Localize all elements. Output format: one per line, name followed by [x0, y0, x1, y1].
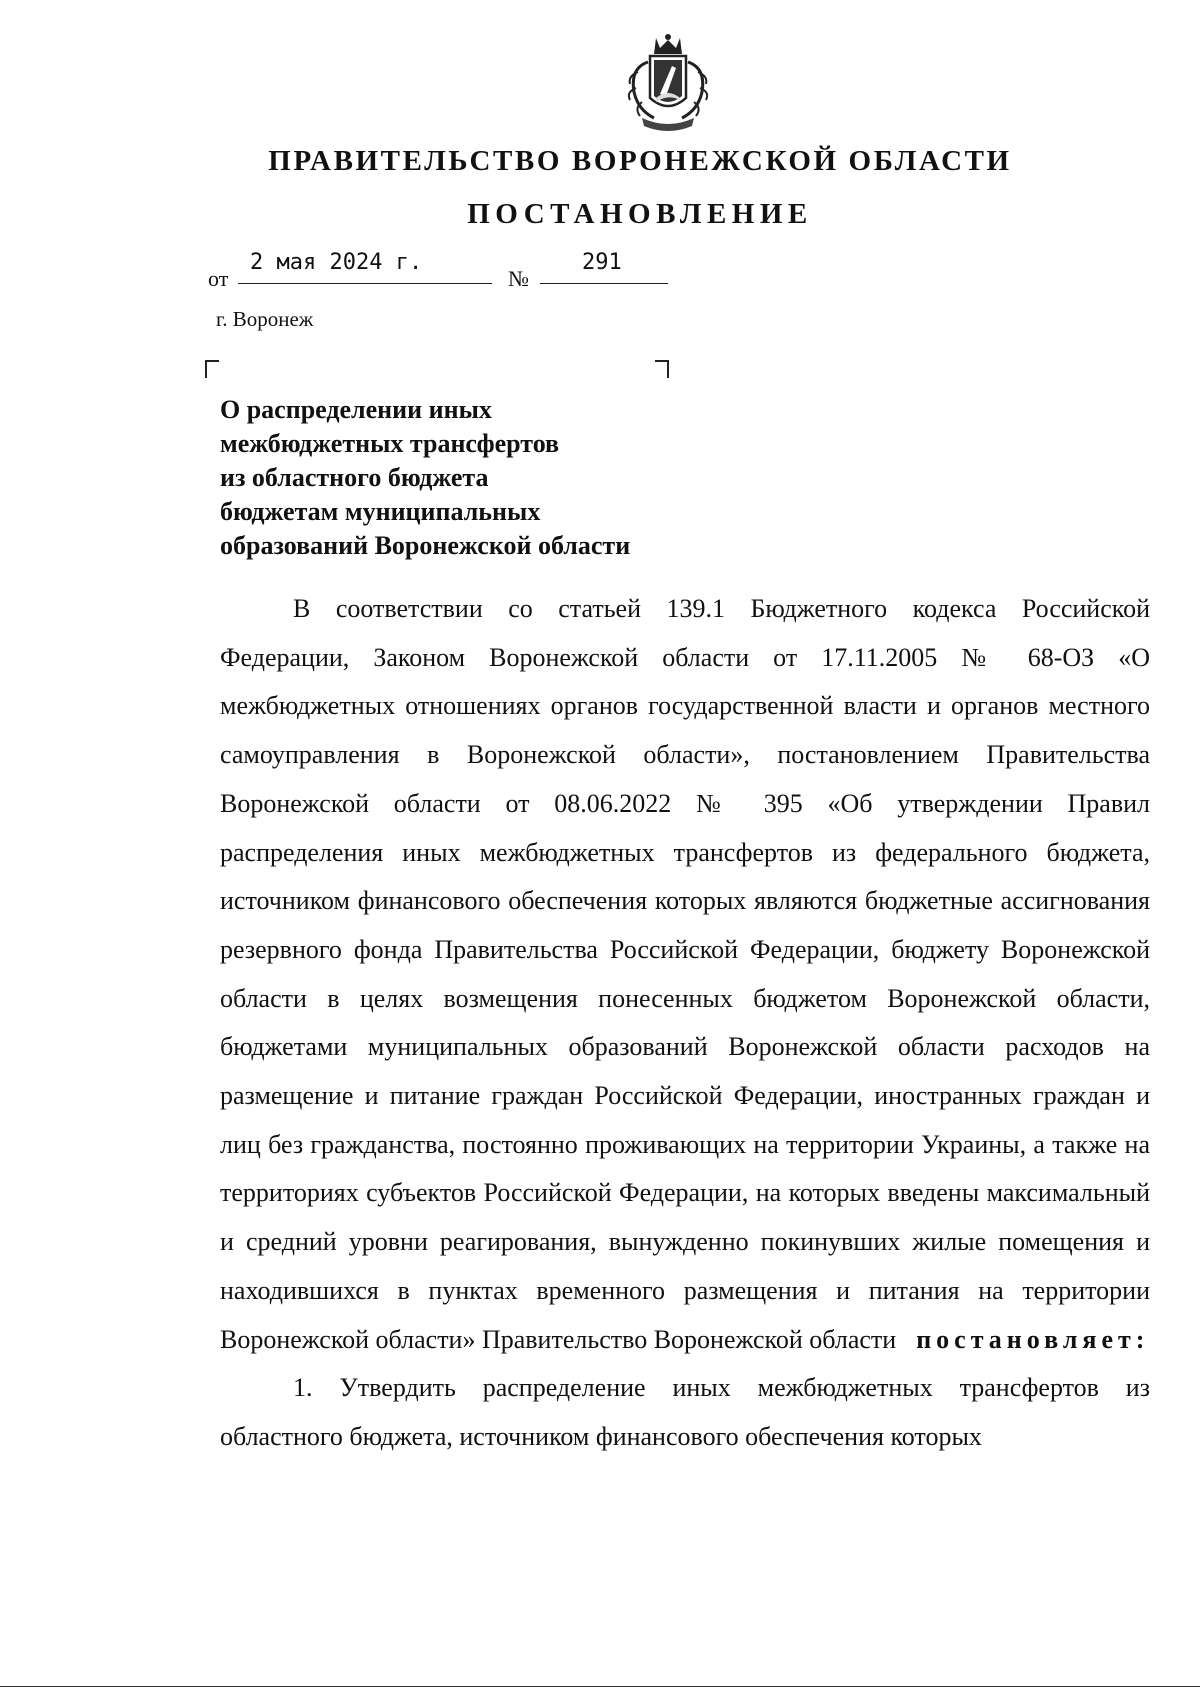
preamble-text: В соответствии со статьей 139.1 Бюджетного кодекса Российской Федерации, Законом Воронежской области от 17.11.2005 № 68-ОЗ «О межбюджетных отношениях органов государственной власти и органов местного самоуправления в Воронежской области», постановлением Правительства Воронежской области от 08.06.2022 № 395 «Об утверждении Правил распределения иных межбюджетных трансфертов из федерального бюджета, источником финансового обеспечения которых являются бюджетные ассигнования резервного фонда Правительства Российской Федерации, бюджету Воронежской области в целях возмещения понесенных бюджетом Воронежской области, бюджетами муниципальных образований Воронежской области расходов на размещение и питание граждан Российской Федерации, иностранных граждан и лиц без гражданства, постоянно проживающих на территории Украины, а также на территориях субъектов Российской Федерации, на которых введены максимальный и средний уровни реагирования, вынужденно покинувших жилые помещения и находившихся в пунктах временного размещения и питания на территории Воронежской области» Правительство Воронежской области	[220, 594, 1150, 1354]
page-bottom-line	[0, 1686, 1200, 1687]
government-title: ПРАВИТЕЛЬСТВО ВОРОНЕЖСКОЙ ОБЛАСТИ	[268, 145, 1012, 177]
city: г. Воронеж	[216, 307, 314, 331]
document-subject	[220, 393, 690, 563]
subject-line: О распределении иных	[220, 395, 492, 424]
subject-bracket-left	[205, 360, 219, 378]
preamble-paragraph	[220, 585, 1150, 1364]
date-label: от	[208, 266, 229, 291]
subject-bracket-right	[655, 360, 669, 378]
subject-line: из областного бюджета	[220, 463, 489, 492]
subject-line: образований Воронежской области	[220, 531, 631, 560]
decree-word: постановляет:	[916, 1324, 1150, 1354]
number-label: №	[508, 266, 529, 291]
item-1-paragraph: 1. Утвердить распределение иных межбюджетных трансфертов из областного бюджета, источником финансового обеспечения которых	[220, 1373, 1150, 1451]
coat-of-arms-icon	[620, 32, 716, 134]
document-body	[220, 585, 1150, 1462]
document-number: 291	[540, 250, 668, 284]
subject-line: бюджетам муниципальных	[220, 497, 541, 526]
subject-line: межбюджетных трансфертов	[220, 429, 560, 458]
document-type: ПОСТАНОВЛЕНИЕ	[467, 198, 813, 230]
document-date: 2 мая 2024 г.	[238, 250, 492, 284]
